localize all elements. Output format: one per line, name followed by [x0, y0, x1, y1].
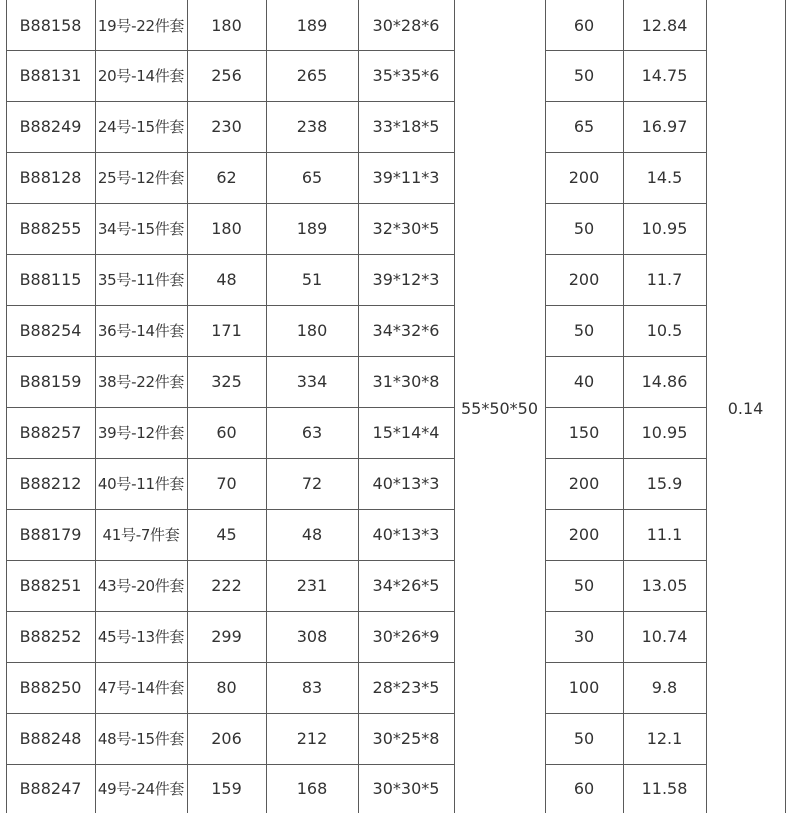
cell-net-weight[interactable]: 299 [211, 627, 242, 646]
cell-gross-weight[interactable]: 72 [301, 474, 323, 493]
cell-name[interactable]: 24号-15件套 [97, 118, 185, 136]
cell-size[interactable]: 39*12*3 [372, 270, 440, 289]
cell-size[interactable]: 40*13*3 [372, 474, 440, 493]
cell-net-weight[interactable]: 48 [216, 270, 237, 289]
cell-name[interactable]: 49号-24件套 [97, 780, 185, 798]
cell-name[interactable]: 34号-15件套 [97, 220, 185, 238]
cell-weight[interactable]: 16.97 [641, 117, 688, 136]
cell-name[interactable]: 35号-11件套 [97, 271, 185, 289]
cell-code[interactable]: B88257 [19, 423, 82, 442]
cell-qty[interactable]: 100 [568, 678, 600, 697]
cell-code[interactable]: B88251 [19, 576, 82, 595]
cell-code[interactable]: B88248 [19, 729, 82, 748]
cell-name[interactable]: 43号-20件套 [97, 577, 185, 595]
cell-gross-weight[interactable]: 308 [296, 627, 328, 646]
cell-code[interactable]: B88159 [19, 372, 82, 391]
cell-code[interactable]: B88131 [19, 66, 82, 85]
cell-net-weight[interactable]: 325 [211, 372, 242, 391]
cell-code[interactable]: B88179 [19, 525, 82, 544]
cell-code[interactable]: B88255 [19, 219, 82, 238]
cell-weight[interactable]: 9.8 [651, 678, 678, 697]
cell-qty[interactable]: 50 [573, 66, 595, 85]
cell-gross-weight[interactable]: 83 [301, 678, 323, 697]
cell-weight[interactable]: 14.86 [641, 372, 688, 391]
cell-size[interactable]: 30*26*9 [372, 627, 440, 646]
cell-gross-weight[interactable]: 63 [301, 423, 323, 442]
cell-size[interactable]: 39*11*3 [372, 168, 440, 187]
cell-weight[interactable]: 15.9 [646, 474, 683, 493]
cell-size[interactable]: 15*14*4 [372, 423, 440, 442]
merged-carton-size-cell: 55*50*50 [460, 399, 539, 418]
cell-code[interactable]: B88254 [19, 321, 82, 340]
cell-qty[interactable]: 150 [568, 423, 600, 442]
cell-size[interactable]: 40*13*3 [372, 525, 440, 544]
cell-weight[interactable]: 14.5 [646, 168, 683, 187]
cell-qty[interactable]: 50 [573, 576, 595, 595]
cell-qty[interactable]: 200 [568, 525, 600, 544]
cell-code[interactable]: B88249 [19, 117, 82, 136]
cell-name[interactable]: 47号-14件套 [97, 679, 185, 697]
cell-net-weight[interactable]: 45 [216, 525, 237, 544]
cell-qty[interactable]: 30 [573, 627, 595, 646]
cell-gross-weight[interactable]: 189 [296, 219, 328, 238]
cell-weight[interactable]: 12.84 [641, 15, 688, 35]
cell-net-weight[interactable]: 60 [216, 423, 237, 442]
cell-qty[interactable]: 200 [568, 168, 600, 187]
cell-name[interactable]: 39号-12件套 [97, 424, 185, 442]
cell-weight[interactable]: 10.5 [646, 321, 683, 340]
cell-gross-weight[interactable]: 51 [301, 270, 323, 289]
cell-size[interactable]: 30*28*6 [372, 15, 440, 35]
cell-weight[interactable]: 12.1 [646, 729, 683, 748]
cell-gross-weight[interactable]: 231 [296, 576, 328, 595]
cell-qty[interactable]: 50 [573, 729, 595, 748]
cell-qty[interactable]: 60 [573, 779, 595, 798]
cell-name[interactable]: 45号-13件套 [97, 628, 185, 646]
cell-weight[interactable]: 14.75 [641, 66, 688, 85]
cell-code[interactable]: B88247 [19, 779, 82, 798]
cell-code[interactable]: B88252 [19, 627, 82, 646]
cell-name[interactable]: 40号-11件套 [97, 475, 185, 493]
cell-qty[interactable]: 40 [573, 372, 595, 391]
cell-net-weight[interactable]: 230 [211, 117, 242, 136]
cell-code[interactable]: B88128 [19, 168, 82, 187]
cell-qty[interactable]: 50 [573, 219, 595, 238]
merged-volume-cell: 0.14 [727, 399, 764, 418]
cell-gross-weight[interactable]: 65 [301, 168, 323, 187]
cell-weight[interactable]: 11.1 [646, 525, 683, 544]
cell-code[interactable]: B88250 [19, 678, 82, 697]
cell-net-weight[interactable]: 180 [211, 219, 242, 238]
cell-net-weight[interactable]: 222 [211, 576, 242, 595]
cell-gross-weight[interactable]: 334 [296, 372, 328, 391]
cell-net-weight[interactable]: 70 [216, 474, 237, 493]
cell-size[interactable]: 30*30*5 [372, 779, 440, 798]
cell-size[interactable]: 33*18*5 [372, 117, 440, 136]
cell-net-weight[interactable]: 80 [216, 678, 237, 697]
cell-name[interactable]: 38号-22件套 [97, 373, 185, 391]
cell-weight[interactable]: 10.95 [641, 219, 688, 238]
column-border [785, 0, 786, 813]
cell-size[interactable]: 30*25*8 [372, 729, 440, 748]
cell-gross-weight[interactable]: 189 [296, 15, 328, 35]
cell-name[interactable]: 48号-15件套 [97, 730, 185, 748]
cell-weight[interactable]: 13.05 [641, 576, 688, 595]
cell-qty[interactable]: 50 [573, 321, 595, 340]
cell-name[interactable]: 20号-14件套 [97, 67, 185, 85]
cell-net-weight[interactable]: 180 [211, 15, 242, 35]
cell-name[interactable]: 36号-14件套 [97, 322, 185, 340]
cell-gross-weight[interactable]: 168 [296, 779, 328, 798]
cell-code[interactable]: B88158 [19, 15, 82, 35]
cell-qty[interactable]: 65 [573, 117, 595, 136]
cell-weight[interactable]: 10.95 [641, 423, 688, 442]
cell-weight[interactable]: 11.7 [646, 270, 683, 289]
cell-net-weight[interactable]: 206 [211, 729, 242, 748]
cell-qty[interactable]: 200 [568, 270, 600, 289]
cell-size[interactable]: 28*23*5 [372, 678, 440, 697]
cell-qty[interactable]: 200 [568, 474, 600, 493]
cell-name[interactable]: 25号-12件套 [97, 169, 185, 187]
cell-gross-weight[interactable]: 180 [296, 321, 328, 340]
cell-size[interactable]: 31*30*8 [372, 372, 440, 391]
cell-size[interactable]: 34*26*5 [372, 576, 440, 595]
cell-gross-weight[interactable]: 212 [296, 729, 328, 748]
cell-size[interactable]: 34*32*6 [372, 321, 440, 340]
cell-net-weight[interactable]: 62 [216, 168, 237, 187]
cell-net-weight[interactable]: 256 [211, 66, 242, 85]
cell-gross-weight[interactable]: 265 [296, 66, 328, 85]
cell-gross-weight[interactable]: 238 [296, 117, 328, 136]
cell-weight[interactable]: 10.74 [641, 627, 688, 646]
cell-code[interactable]: B88115 [19, 270, 82, 289]
cell-qty[interactable]: 60 [573, 15, 595, 35]
cell-gross-weight[interactable]: 48 [301, 525, 323, 544]
cell-net-weight[interactable]: 159 [211, 779, 242, 798]
cell-net-weight[interactable]: 171 [211, 321, 242, 340]
cell-size[interactable]: 35*35*6 [372, 66, 440, 85]
cell-code[interactable]: B88212 [19, 474, 82, 493]
cell-weight[interactable]: 11.58 [641, 779, 688, 798]
cell-size[interactable]: 32*30*5 [372, 219, 440, 238]
cell-name[interactable]: 41号-7件套 [102, 526, 180, 544]
cell-name[interactable]: 19号-22件套 [97, 16, 185, 35]
